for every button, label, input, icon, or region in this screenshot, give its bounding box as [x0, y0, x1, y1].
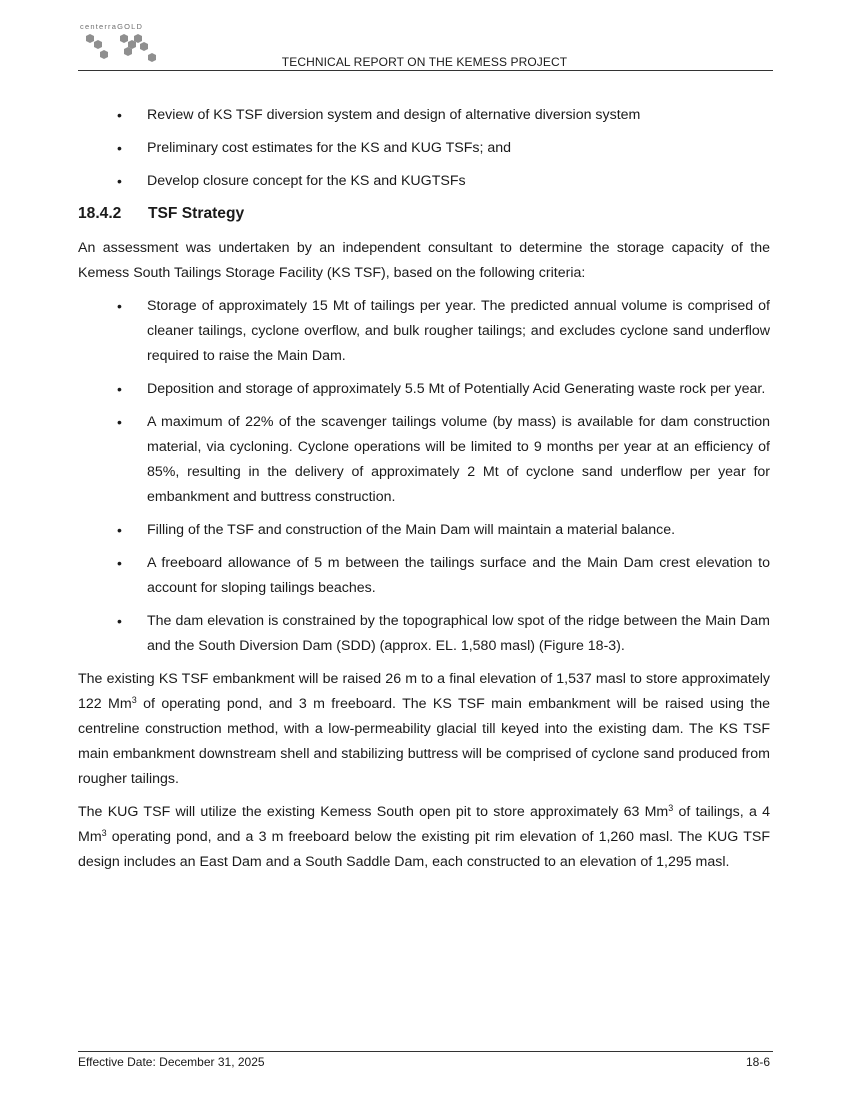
- list-item: • Storage of approximately 15 Mt of tailings per year. The predicted annual volume is comprised of cleaner tailings, cyclone overflow, and bulk rougher tailings; and excludes cyclone sand underflow required to raise the Main Dam.: [78, 294, 770, 369]
- effective-date: Effective Date: December 31, 2025: [78, 1055, 265, 1069]
- text-run: of tailings, a 4 Mm: [78, 804, 770, 845]
- list-item: • The dam elevation is constrained by the topographical low spot of the ridge between the Main Dam and the South Diversion Dam (SDD) (approx. EL. 1,580 masl) (Figure 18-3).: [78, 609, 770, 659]
- top-bullet-list: [78, 103, 770, 194]
- list-item: • A maximum of 22% of the scavenger tailings volume (by mass) is available for dam construction material, via cycloning. Cyclone operations will be limited to 9 months per year at an efficiency of 85%, resulting in the delivery of approximately 2 Mt of cyclone sand underflow per year for embankment and buttress construction.: [78, 410, 770, 510]
- logo-wordmark: centerraGOLD: [80, 22, 144, 31]
- text-run: The KUG TSF will utilize the existing Kemess South open pit to store approximately 63 Mm: [78, 804, 669, 820]
- list-item: • Deposition and storage of approximately 5.5 Mt of Potentially Acid Generating waste rock per year.: [78, 377, 770, 402]
- list-item: • Preliminary cost estimates for the KS and KUG TSFs; and: [78, 136, 770, 161]
- list-item: • Review of KS TSF diversion system and design of alternative diversion system: [78, 103, 770, 128]
- text-run: operating pond, and a 3 m freeboard below the existing pit rim elevation of 1,260 masl. The KUG TSF design includes an East Dam and a South Saddle Dam, each constructed to an elevation of 1,295 masl.: [78, 829, 770, 870]
- report-header-title: TECHNICAL REPORT ON THE KEMESS PROJECT: [281, 55, 568, 69]
- list-item: • Develop closure concept for the KS and KUGTSFs: [78, 169, 770, 194]
- list-item: • Filling of the TSF and construction of the Main Dam will maintain a material balance.: [78, 518, 770, 543]
- criteria-bullet-list: [78, 294, 770, 659]
- section-heading: [78, 202, 770, 226]
- section-number: 18.4.2: [78, 205, 122, 222]
- superscript: 3: [101, 828, 107, 838]
- ks-tsf-paragraph: [78, 667, 770, 792]
- text-run: The existing KS TSF embankment will be raised 26 m to a final elevation of 1,537 masl to store approximately 122 Mm: [78, 671, 770, 712]
- section-title: TSF Strategy: [148, 205, 245, 222]
- page-body: [78, 103, 770, 883]
- text-run: of operating pond, and 3 m freeboard. The KS TSF main embankment will be raised using the centreline construction method, with a low-permeability glacial till keyed into the existing dam. The KS TSF main embankment downstream shell and stabilizing buttress will be comprised of cyclone sand produced from rougher tailings.: [78, 696, 771, 787]
- header-divider: [78, 70, 773, 71]
- list-item: • A freeboard allowance of 5 m between the tailings surface and the Main Dam crest elevation to account for sloping tailings beaches.: [78, 551, 770, 601]
- intro-paragraph: An assessment was undertaken by an independent consultant to determine the storage capacity of the Kemess South Tailings Storage Facility (KS TSF), based on the following criteria:: [78, 240, 770, 281]
- footer-divider: [78, 1051, 773, 1052]
- page-number: 18-6: [745, 1055, 770, 1069]
- kug-tsf-paragraph: [78, 800, 770, 875]
- superscript: 3: [668, 803, 674, 813]
- superscript: 3: [131, 695, 137, 705]
